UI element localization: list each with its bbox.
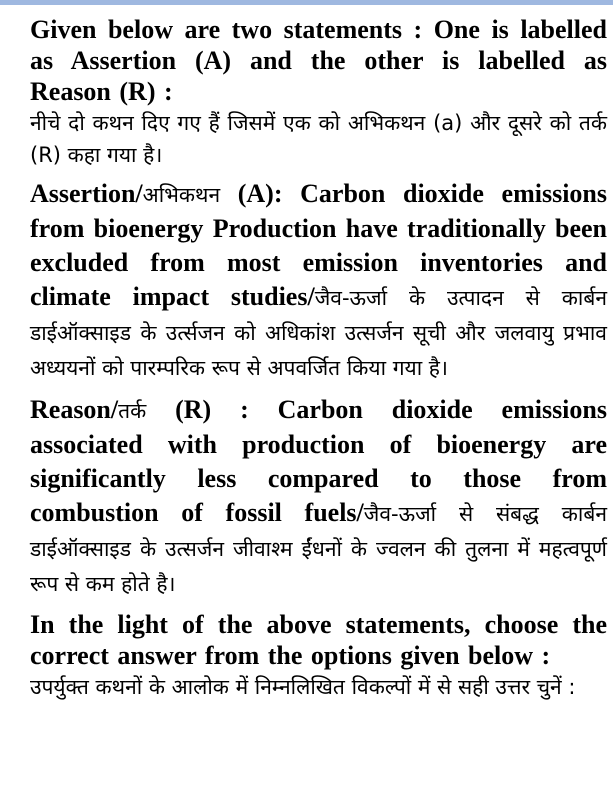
reason-text-en: Carbon dioxide emissions associated with production of bioenergy are significantly less compared to those from combustion of fossil fuels/ (30, 395, 607, 527)
assertion-label-hi: अभिकथन (142, 183, 221, 207)
question-document (30, 14, 607, 703)
reason-tag: (R) : (146, 395, 278, 424)
reason-label-hi: तर्क (118, 399, 147, 423)
assertion-tag: (A): (220, 179, 301, 208)
reason-text-hi: जैव-ऊर्जा से संबद्ध कार्बन डाईऑक्साइड के उत्सर्जन जीवाश्म ईंधनों के ज्वलन की तुलना में महत्वपूर्ण रूप से कम होते है। (30, 502, 607, 596)
reason-label-en: Reason/ (30, 395, 119, 424)
intro-hindi: नीचे दो कथन दिए गए हैं जिसमें एक को अभिकथन (a) और दूसरे को तर्क (R) कहा गया है। (30, 111, 607, 167)
window-top-border (0, 0, 613, 5)
assertion-text-hi: जैव-ऊर्जा के उत्पादन से कार्बन डाईऑक्साइड के उर्त्सजन को अधिकांश उत्सर्जन सूची और जलवायु प्रभाव अध्ययनों को पारम्परिक रूप से अपवर्जित किया गया है। (30, 286, 607, 380)
instruction-english: In the light of the above statements, choose the correct answer from the options given below : (30, 610, 607, 670)
assertion-statement (30, 177, 607, 385)
assertion-text-en: Carbon dioxide emissions from bioenergy Production have traditionally been excluded from most emission inventories and climate impact studies/ (30, 179, 607, 311)
assertion-label-en: Assertion/ (30, 179, 143, 208)
intro-english: Given below are two statements : One is labelled as Assertion (A) and the other is labelled as Reason (R) : (30, 15, 607, 106)
instruction-hindi: उपर्युक्त कथनों के आलोक में निम्नलिखित विकल्पों में से सही उत्तर चुनें : (30, 675, 576, 699)
reason-statement (30, 393, 607, 601)
